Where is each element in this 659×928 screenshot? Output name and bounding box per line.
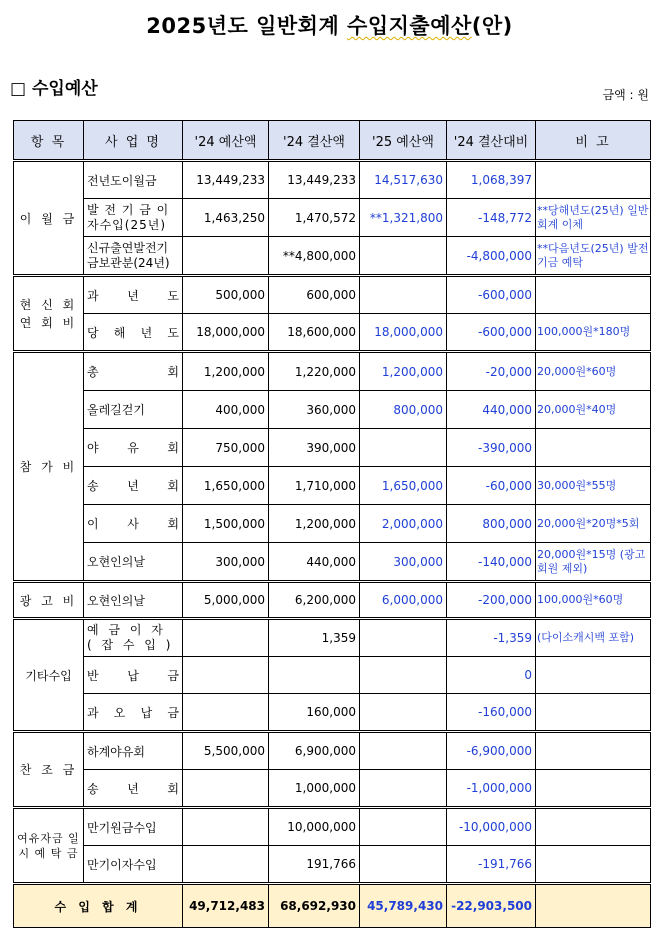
table-row	[14, 770, 651, 808]
page-title	[0, 10, 659, 40]
budget-25-cell: 2,000,000	[360, 505, 447, 543]
total-row	[14, 884, 651, 928]
table-row	[14, 199, 651, 237]
budget-24-cell: 750,000	[183, 429, 269, 467]
diff-cell: -600,000	[447, 276, 536, 314]
note-cell: **당해년도(25년) 일반회계 이체	[536, 199, 651, 237]
budget-25-cell	[360, 237, 447, 276]
table-row	[14, 505, 651, 543]
item-cell: 오현인의날	[84, 582, 183, 619]
budget-25-cell: 300,000	[360, 543, 447, 582]
budget-24-cell	[183, 770, 269, 808]
unit-label: 금액 : 원	[602, 88, 649, 102]
note-cell: 20,000원*60명	[536, 352, 651, 391]
header-settle-24: '24 결산액	[269, 121, 360, 161]
table-row	[14, 276, 651, 314]
table-row	[14, 467, 651, 505]
budget-25-cell: 14,517,630	[360, 161, 447, 199]
table-row	[14, 808, 651, 846]
table-row	[14, 732, 651, 770]
item-cell: 만기이자수입	[84, 846, 183, 884]
settle-24-cell: 191,766	[269, 846, 360, 884]
title-text: 2025년도 일반회계	[146, 14, 348, 38]
note-cell	[536, 276, 651, 314]
table-row	[14, 582, 651, 619]
budget-24-cell: 1,500,000	[183, 505, 269, 543]
budget-25-cell	[360, 619, 447, 657]
budget-25-cell: 1,200,000	[360, 352, 447, 391]
budget-25-cell	[360, 694, 447, 732]
diff-cell: -1,359	[447, 619, 536, 657]
item-cell: 총 회	[84, 352, 183, 391]
settle-24-cell: 6,200,000	[269, 582, 360, 619]
diff-cell: -6,900,000	[447, 732, 536, 770]
title-underlined-text: 수입지출예산	[347, 14, 472, 38]
note-cell: **다음년도(25년) 발전기금 예탁	[536, 237, 651, 276]
total-note	[536, 884, 651, 928]
note-cell	[536, 808, 651, 846]
budget-25-cell: 18,000,000	[360, 314, 447, 352]
note-cell: 20,000원*15명 (광고회원 제외)	[536, 543, 651, 582]
diff-cell: -148,772	[447, 199, 536, 237]
category-cell: 참 가 비	[14, 352, 84, 582]
budget-25-cell	[360, 846, 447, 884]
budget-24-cell: 1,200,000	[183, 352, 269, 391]
table-row	[14, 352, 651, 391]
table-row	[14, 161, 651, 199]
note-cell: (다이소캐시백 포함)	[536, 619, 651, 657]
settle-24-cell: 1,000,000	[269, 770, 360, 808]
note-cell	[536, 846, 651, 884]
settle-24-cell: 1,359	[269, 619, 360, 657]
settle-24-cell: 1,470,572	[269, 199, 360, 237]
header-budget-24: '24 예산액	[183, 121, 269, 161]
note-cell: 100,000원*180명	[536, 314, 651, 352]
diff-cell: -160,000	[447, 694, 536, 732]
budget-24-cell: 5,500,000	[183, 732, 269, 770]
title-suffix: (안)	[471, 14, 513, 38]
diff-cell: -390,000	[447, 429, 536, 467]
header-item: 사 업 명	[84, 121, 183, 161]
settle-24-cell: 440,000	[269, 543, 360, 582]
item-cell: 만기원금수입	[84, 808, 183, 846]
item-cell: 송 년 회	[84, 467, 183, 505]
note-cell	[536, 732, 651, 770]
note-cell	[536, 770, 651, 808]
budget-25-cell	[360, 657, 447, 694]
settle-24-cell	[269, 657, 360, 694]
budget-25-cell	[360, 770, 447, 808]
budget-24-cell: 400,000	[183, 391, 269, 429]
diff-cell: -1,000,000	[447, 770, 536, 808]
budget-24-cell: 18,000,000	[183, 314, 269, 352]
budget-24-cell: 1,650,000	[183, 467, 269, 505]
diff-cell: -10,000,000	[447, 808, 536, 846]
item-cell: 이 사 회	[84, 505, 183, 543]
item-cell: 예 금 이 자 ( 잡 수 입 )	[84, 619, 183, 657]
settle-24-cell: 360,000	[269, 391, 360, 429]
table-row	[14, 846, 651, 884]
note-cell	[536, 694, 651, 732]
total-budget-24: 49,712,483	[183, 884, 269, 928]
budget-24-cell	[183, 846, 269, 884]
diff-cell: 800,000	[447, 505, 536, 543]
category-cell: 광 고 비	[14, 582, 84, 619]
settle-24-cell: 1,200,000	[269, 505, 360, 543]
table-row	[14, 694, 651, 732]
item-cell: 오현인의날	[84, 543, 183, 582]
settle-24-cell: 18,600,000	[269, 314, 360, 352]
table-header-row	[14, 121, 651, 161]
budget-24-cell	[183, 237, 269, 276]
budget-25-cell	[360, 732, 447, 770]
budget-25-cell	[360, 429, 447, 467]
note-cell: 30,000원*55명	[536, 467, 651, 505]
budget-24-cell	[183, 619, 269, 657]
diff-cell: 1,068,397	[447, 161, 536, 199]
diff-cell: -20,000	[447, 352, 536, 391]
note-cell	[536, 657, 651, 694]
diff-cell: -4,800,000	[447, 237, 536, 276]
item-cell: 당 해 년 도	[84, 314, 183, 352]
budget-24-cell: 500,000	[183, 276, 269, 314]
diff-cell: -60,000	[447, 467, 536, 505]
total-diff: -22,903,500	[447, 884, 536, 928]
item-cell: 야 유 회	[84, 429, 183, 467]
category-cell: 현 신 회 연 회 비	[14, 276, 84, 352]
category-cell: 찬 조 금	[14, 732, 84, 808]
table-row	[14, 391, 651, 429]
budget-25-cell	[360, 276, 447, 314]
category-cell: 기타수입	[14, 619, 84, 732]
settle-24-cell: **4,800,000	[269, 237, 360, 276]
budget-24-cell	[183, 694, 269, 732]
item-cell: 송 년 회	[84, 770, 183, 808]
total-label: 수 입 합 계	[14, 884, 183, 928]
total-budget-25: 45,789,430	[360, 884, 447, 928]
table-row	[14, 657, 651, 694]
settle-24-cell: 1,710,000	[269, 467, 360, 505]
total-settle-24: 68,692,930	[269, 884, 360, 928]
item-cell: 발 전 기 금 이자수입(25년)	[84, 199, 183, 237]
budget-24-cell: 300,000	[183, 543, 269, 582]
item-cell: 과 년 도	[84, 276, 183, 314]
settle-24-cell: 6,900,000	[269, 732, 360, 770]
note-cell: 20,000원*40명	[536, 391, 651, 429]
table-row	[14, 314, 651, 352]
budget-24-cell	[183, 808, 269, 846]
settle-24-cell: 160,000	[269, 694, 360, 732]
note-cell	[536, 161, 651, 199]
header-diff: '24 결산대비	[447, 121, 536, 161]
diff-cell: 0	[447, 657, 536, 694]
diff-cell: 440,000	[447, 391, 536, 429]
diff-cell: -200,000	[447, 582, 536, 619]
table-row	[14, 543, 651, 582]
note-cell	[536, 429, 651, 467]
diff-cell: -140,000	[447, 543, 536, 582]
budget-25-cell: 800,000	[360, 391, 447, 429]
settle-24-cell: 10,000,000	[269, 808, 360, 846]
income-budget-table	[13, 120, 651, 928]
budget-24-cell	[183, 657, 269, 694]
budget-25-cell	[360, 808, 447, 846]
budget-24-cell: 1,463,250	[183, 199, 269, 237]
item-cell: 하계야유회	[84, 732, 183, 770]
category-cell: 이 월 금	[14, 161, 84, 276]
item-cell: 반 납 금	[84, 657, 183, 694]
table-row	[14, 429, 651, 467]
item-cell: 전년도이월금	[84, 161, 183, 199]
diff-cell: -191,766	[447, 846, 536, 884]
header-category: 항 목	[14, 121, 84, 161]
header-budget-25: '25 예산액	[360, 121, 447, 161]
settle-24-cell: 1,220,000	[269, 352, 360, 391]
item-cell: 신규출연발전기 금보관분(24년)	[84, 237, 183, 276]
note-cell: 20,000원*20명*5회	[536, 505, 651, 543]
table-row	[14, 619, 651, 657]
settle-24-cell: 390,000	[269, 429, 360, 467]
settle-24-cell: 600,000	[269, 276, 360, 314]
item-cell: 과 오 납 금	[84, 694, 183, 732]
budget-25-cell: **1,321,800	[360, 199, 447, 237]
budget-25-cell: 1,650,000	[360, 467, 447, 505]
budget-25-cell: 6,000,000	[360, 582, 447, 619]
budget-24-cell: 13,449,233	[183, 161, 269, 199]
header-note: 비 고	[536, 121, 651, 161]
note-cell: 100,000원*60명	[536, 582, 651, 619]
item-cell: 올레길걷기	[84, 391, 183, 429]
table-row	[14, 237, 651, 276]
diff-cell: -600,000	[447, 314, 536, 352]
settle-24-cell: 13,449,233	[269, 161, 360, 199]
budget-24-cell: 5,000,000	[183, 582, 269, 619]
category-cell: 여유자금 일 시 예 탁 금	[14, 808, 84, 884]
section-title: □ 수입예산	[10, 79, 98, 99]
